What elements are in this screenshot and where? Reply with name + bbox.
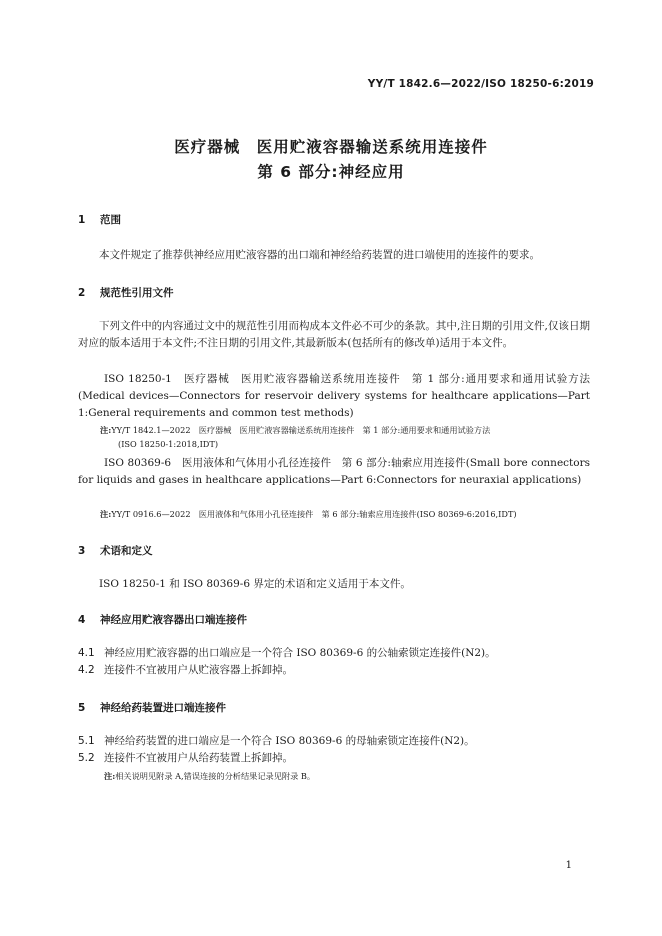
section-heading-terms <box>78 543 153 558</box>
clause-number: 5.2 <box>78 752 95 764</box>
section-heading-normative <box>78 285 174 300</box>
section-number: 4 <box>78 614 86 626</box>
note-text: YY/T 1842.1—2022 医疗器械 医用贮液容器输送系统用连接件 第 1 部分:通用要求和通用试验方法 <box>111 425 491 435</box>
clause-text: 连接件不宜被用户从贮液容器上拆卸掉。 <box>104 664 293 676</box>
section-number: 5 <box>78 702 86 714</box>
clause <box>78 733 590 750</box>
terms-paragraph: ISO 18250-1 和 ISO 80369-6 界定的术语和定义适用于本文件。 <box>99 578 411 590</box>
clause-number: 5.1 <box>78 735 95 747</box>
note-text-continued: (ISO 18250-1:2018,IDT) <box>118 439 219 449</box>
section-number: 3 <box>78 545 86 557</box>
section-number: 2 <box>78 287 86 299</box>
document-title: 医疗器械 医用贮液容器输送系统用连接件 <box>174 138 488 156</box>
scope-paragraph: 本文件规定了推荐供神经应用贮液容器的出口端和神经给药装置的进口端使用的连接件的要求。 <box>99 249 540 261</box>
clause-number: 4.1 <box>78 647 95 659</box>
clause <box>78 645 590 662</box>
reference-note <box>100 423 592 451</box>
reference-entry: ISO 18250-1 医疗器械 医用贮液容器输送系统用连接件 第 1 部分:通用要求和通用试验方法(Medical devices—Connectors for reservoir delivery systems for healthcare applications—Part 1:General requirements and common test methods) <box>78 373 590 419</box>
page-number: 1 <box>565 860 572 871</box>
clause <box>78 750 590 767</box>
section-number: 1 <box>78 214 86 226</box>
standard-number: YY/T 1842.6—2022/ISO 18250-6:2019 <box>367 78 594 90</box>
section-heading-outlet <box>78 612 247 627</box>
document-subtitle: 第 6 部分:神经应用 <box>257 163 405 181</box>
section-title: 神经应用贮液容器出口端连接件 <box>100 614 247 626</box>
reference-entry: ISO 80369-6 医用液体和气体用小孔径连接件 第 6 部分:轴索应用连接件(Small bore connectors for liquids and gases in healthcare applications—Part 6:Connectors for neuraxial applications) <box>78 457 590 486</box>
note-label: 注: <box>100 509 112 519</box>
note-label: 注: <box>100 425 112 435</box>
section-heading-scope <box>78 212 121 227</box>
section-title: 术语和定义 <box>100 545 153 557</box>
clause-text: 连接件不宜被用户从给药装置上拆卸掉。 <box>104 752 293 764</box>
section-title: 范围 <box>100 214 121 226</box>
section-heading-inlet <box>78 700 226 715</box>
section-title: 神经给药装置进口端连接件 <box>100 702 226 714</box>
note-label: 注: <box>104 771 116 781</box>
note-text: YY/T 0916.6—2022 医用液体和气体用小孔径连接件 第 6 部分:轴索应用连接件(ISO 80369-6:2016,IDT) <box>111 509 517 519</box>
note-text: 相关说明见附录 A,错误连接的分析结果记录见附录 B。 <box>115 771 316 781</box>
reference-note <box>100 507 592 521</box>
section-title: 规范性引用文件 <box>100 287 174 299</box>
clause-number: 4.2 <box>78 664 95 676</box>
normative-intro-paragraph: 下列文件中的内容通过文中的规范性引用而构成本文件必不可少的条款。其中,注日期的引用文件,仅该日期对应的版本适用于本文件;不注日期的引用文件,其最新版本(包括所有的修改单)适用于本文件。 <box>78 320 590 349</box>
clause <box>78 662 590 679</box>
annex-note <box>104 769 596 783</box>
clause-text: 神经给药装置的进口端应是一个符合 ISO 80369-6 的母轴索锁定连接件(N2)。 <box>104 735 475 747</box>
clause-text: 神经应用贮液容器的出口端应是一个符合 ISO 80369-6 的公轴索锁定连接件(N2)。 <box>104 647 496 659</box>
